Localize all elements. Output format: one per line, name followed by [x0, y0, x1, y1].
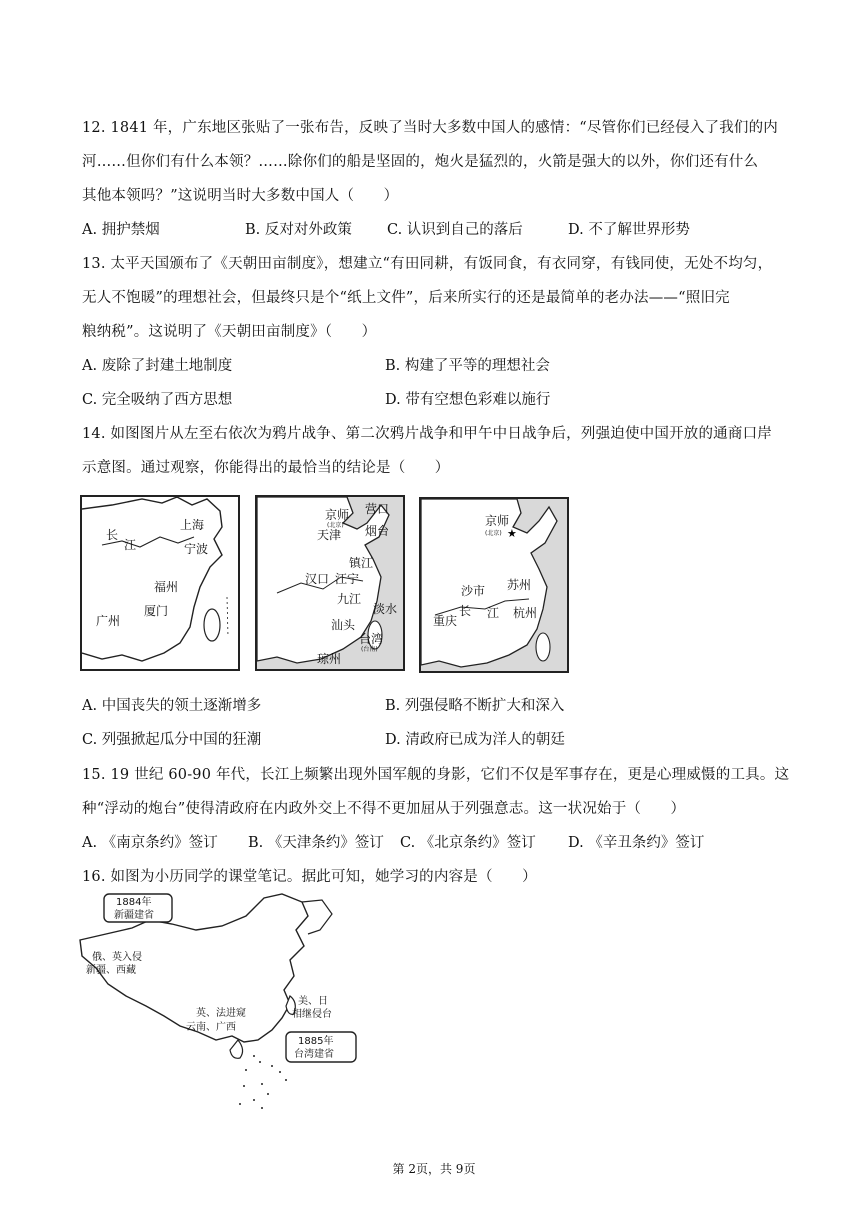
q13-stem-line2: 无人不饱暖”的理想社会，但最终只是个“纸上文件”，后来所实行的还是最简单的老办法——“照旧完 — [82, 290, 730, 306]
note-event: 新疆建省 — [114, 910, 154, 921]
note-invasion: 英、法进窥 — [196, 1008, 246, 1019]
map-sino-japanese-war — [419, 497, 569, 673]
label: 京师 — [485, 514, 510, 528]
note-year: 1884年 — [116, 897, 152, 908]
q15-option-b: B. 《天津条约》签订 — [248, 835, 384, 851]
class-notes-map — [76, 890, 366, 1120]
note-year: 1885年 — [298, 1036, 334, 1047]
label: 长 — [459, 604, 472, 618]
q13-option-d: D. 带有空想色彩难以施行 — [385, 392, 551, 408]
note-region: 新疆、西藏 — [86, 965, 136, 976]
q15-option-a: A. 《南京条约》签订 — [82, 835, 218, 851]
q13-stem-line3: 粮纳税”。这说明了《天朝田亩制度》（ ） — [82, 324, 377, 340]
label: 江 — [124, 538, 137, 552]
q12-option-b: B. 反对对外政策 — [245, 222, 352, 238]
note-event: 相继侵台 — [292, 1009, 332, 1020]
q12-option-d: D. 不了解世界形势 — [568, 222, 690, 238]
capital-star-icon: ★ — [507, 527, 517, 540]
q12-option-c: C. 认识到自己的落后 — [387, 222, 523, 238]
label: 苏州 — [507, 578, 532, 592]
q13-stem-line1: 13. 太平天国颁布了《天朝田亩制度》，想建立“有田同耕，有饭同食，有衣同穿，有钱同使，无处不均匀， — [82, 256, 773, 272]
q14-stem-line1: 14. 如图图片从左至右依次为鸦片战争、第二次鸦片战争和甲午中日战争后，列强迫使中国开放的通商口岸 — [82, 426, 772, 442]
label: (北京) — [327, 522, 344, 529]
q15-option-d: D. 《辛丑条约》签订 — [568, 835, 705, 851]
note-event: 台湾建省 — [294, 1049, 334, 1060]
map-second-opium-war-svg — [257, 497, 403, 669]
label: 重庆 — [433, 614, 458, 628]
label: 上海 — [180, 518, 205, 532]
q15-option-c: C. 《北京条约》签订 — [400, 835, 536, 851]
south-sea-islands — [239, 1055, 287, 1109]
label: 天津 — [317, 528, 342, 542]
note-region: 云南、广西 — [186, 1022, 236, 1033]
label: 杭州 — [513, 606, 538, 620]
q13-option-c: C. 完全吸纳了西方思想 — [82, 392, 233, 408]
label: 营口 — [365, 502, 390, 516]
map-opium-war-svg — [82, 497, 238, 669]
q13-option-b: B. 构建了平等的理想社会 — [385, 358, 550, 374]
map-sino-japanese-war-svg — [421, 499, 567, 671]
q14-option-d: D. 清政府已成为洋人的朝廷 — [385, 732, 565, 748]
label: 烟台 — [365, 524, 390, 538]
label: 汕头 — [331, 618, 356, 632]
label: 京师 — [325, 508, 350, 522]
label: 江 — [487, 606, 500, 620]
label: 琼州 — [317, 652, 342, 666]
label: 汉口 — [305, 572, 330, 586]
q14-option-b: B. 列强侵略不断扩大和深入 — [385, 698, 565, 714]
q14-option-a: A. 中国丧失的领土逐渐增多 — [82, 698, 262, 714]
q12-stem-line2: 河……但你们有什么本领？……除你们的船是坚固的，炮火是猛烈的，火箭是强大的以外，你们还有什么 — [82, 154, 759, 170]
label: 沙市 — [461, 584, 486, 598]
label: 江宁 — [335, 572, 360, 586]
map-opium-war — [80, 495, 240, 671]
q15-stem-line1: 15. 19 世纪 60-90 年代，长江上频繁出现外国军舰的身影，它们不仅是军事存在，更是心理威慑的工具。这 — [82, 767, 790, 783]
q13-option-a: A. 废除了封建土地制度 — [82, 358, 233, 374]
note-invasion: 俄、英入侵 — [92, 952, 142, 963]
hainan-island — [230, 1040, 243, 1058]
class-notes-map-svg — [76, 890, 366, 1120]
taiwan-island — [536, 633, 550, 661]
label: 广州 — [96, 614, 121, 628]
label: 镇江 — [349, 556, 374, 570]
label: 福州 — [154, 580, 179, 594]
taiwan-island — [204, 609, 220, 641]
q12-stem-line1: 12. 1841 年，广东地区张贴了一张布告，反映了当时大多数中国人的感情：“尽管你们已经侵入了我们的内 — [82, 120, 778, 136]
label: 淡水 — [373, 602, 398, 616]
label: 台湾 — [359, 632, 384, 646]
q14-stem-line2: 示意图。通过观察，你能得出的最恰当的结论是（ ） — [82, 460, 450, 476]
label: (台南) — [361, 646, 378, 653]
label: 宁波 — [184, 542, 209, 556]
note-invasion: 美、日 — [298, 996, 328, 1007]
q14-option-c: C. 列强掀起瓜分中国的狂潮 — [82, 732, 262, 748]
q15-stem-line2: 种“浮动的炮台”使得清政府在内政外交上不得不更加屈从于列强意志。这一状况始于（ ） — [82, 801, 686, 817]
q16-stem: 16. 如图为小历同学的课堂笔记。据此可知，她学习的内容是（ ） — [82, 869, 537, 885]
map-second-opium-war — [255, 495, 405, 671]
label: (北京) — [485, 530, 502, 537]
q12-option-a: A. 拥护禁烟 — [82, 222, 160, 238]
label: 九江 — [337, 592, 362, 606]
page-number: 第 2页，共 9页 — [392, 1162, 476, 1176]
islands-dots — [227, 597, 228, 637]
label: 长 — [106, 528, 119, 542]
label: 厦门 — [144, 604, 169, 618]
q12-stem-line3: 其他本领吗？”这说明当时大多数中国人（ ） — [82, 188, 399, 204]
